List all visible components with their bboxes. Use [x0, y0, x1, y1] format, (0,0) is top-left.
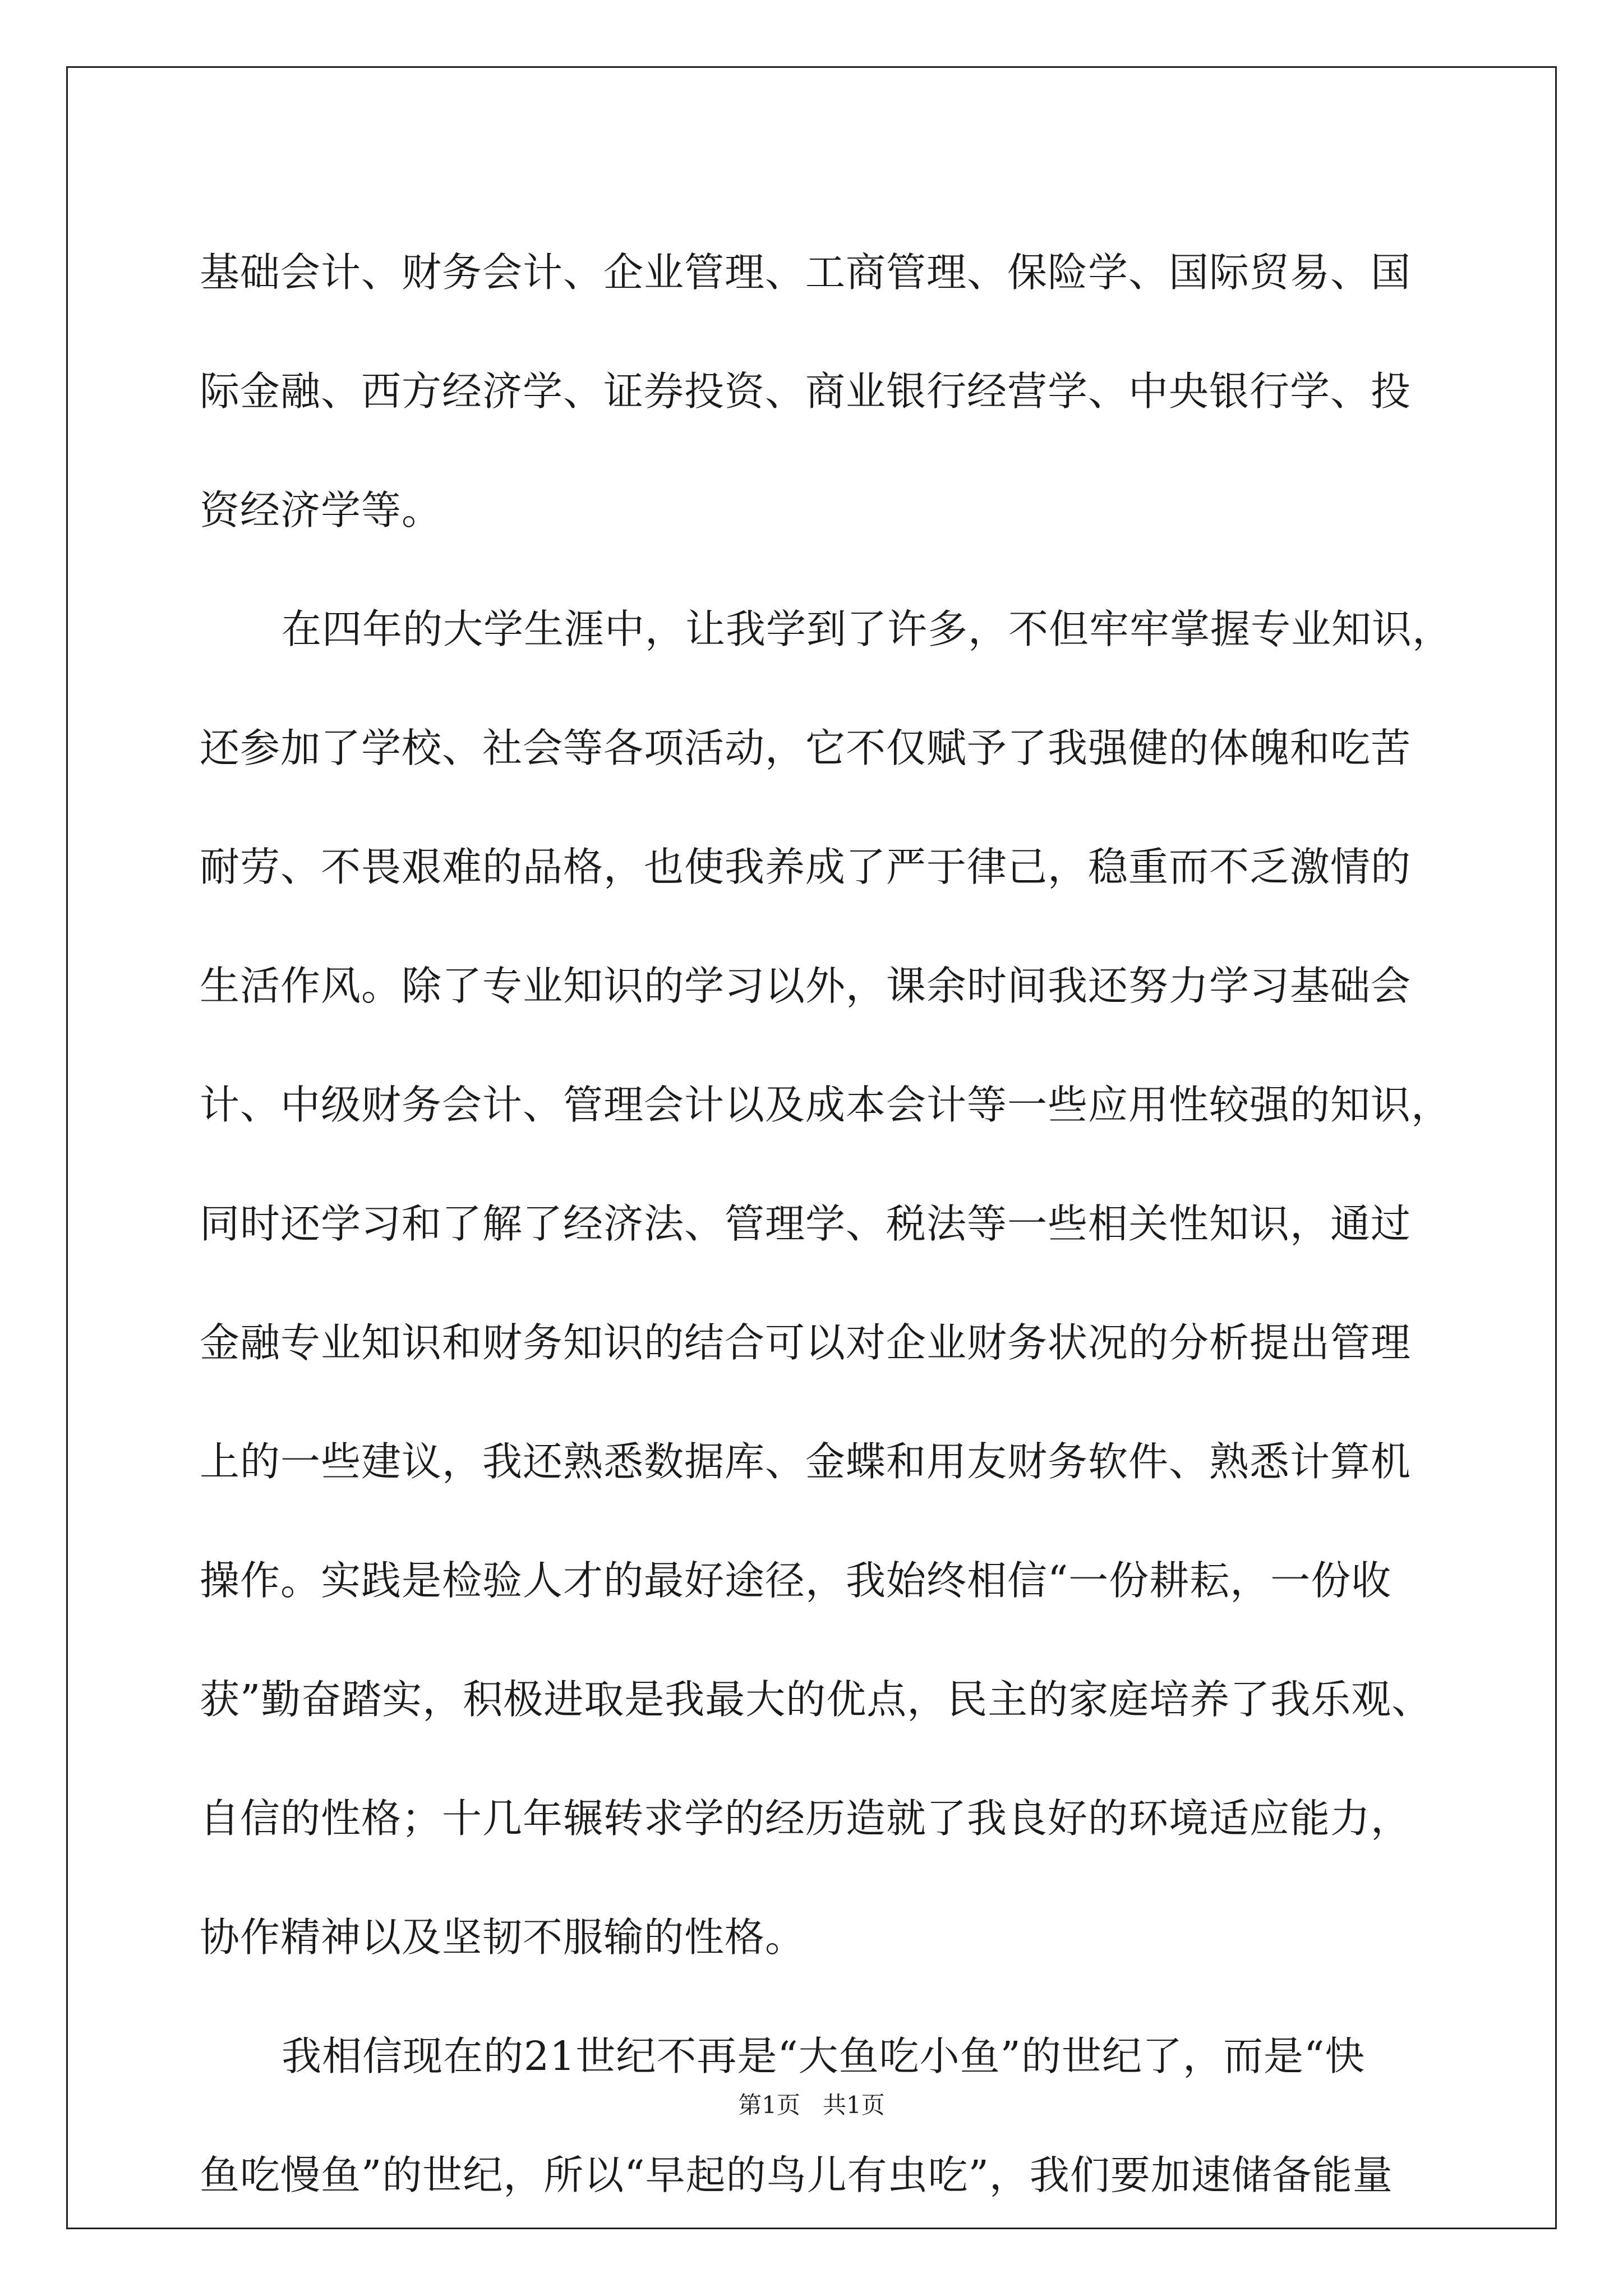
- text-line: 金融专业知识和财务知识的结合可以对企业财务状况的分析提出管理: [200, 1319, 1412, 1366]
- text-line: 同时还学习和了解了经济法、管理学、税法等一些相关性知识，通过: [200, 1200, 1412, 1247]
- text-line: 还参加了学校、社会等各项活动，它不仅赋予了我强健的体魄和吃苦: [200, 725, 1412, 771]
- text-line: 操作。实践是检验人才的最好途径，我始终相信“一份耕耘，一份收: [200, 1557, 1392, 1604]
- page-number-label: 第1页: [738, 2091, 800, 2119]
- text-line: 生活作风。除了专业知识的学习以外，课余时间我还努力学习基础会: [200, 963, 1412, 1009]
- page-total-label: 共1页: [823, 2091, 885, 2119]
- page-footer: [0, 2087, 1623, 2120]
- text-line: 鱼吃慢鱼”的世纪，所以“早起的鸟儿有虫吃”，我们要加速储备能量: [200, 2152, 1393, 2198]
- text-line: 计、中级财务会计、管理会计以及成本会计等一些应用性较强的知识，: [200, 1082, 1452, 1128]
- paragraph-2: [200, 570, 1453, 1997]
- paragraph-1: [200, 213, 1431, 570]
- text-line: 在四年的大学生涯中，让我学到了许多，不但牢牢掌握专业知识，: [282, 606, 1453, 652]
- text-line: 资经济学等。: [200, 487, 442, 533]
- text-line: 上的一些建议，我还熟悉数据库、金蝶和用友财务软件、熟悉计算机: [200, 1438, 1412, 1485]
- text-line: 获”勤奋踏实，积极进取是我最大的优点，民主的家庭培养了我乐观、: [200, 1676, 1432, 1723]
- document-body: [200, 213, 1453, 2235]
- text-line: 耐劳、不畏艰难的品格，也使我养成了严于律己，稳重而不乏激情的: [200, 844, 1412, 890]
- text-line: 际金融、西方经济学、证券投资、商业银行经营学、中央银行学、投: [200, 368, 1412, 415]
- text-line: 协作精神以及坚韧不服输的性格。: [200, 1914, 806, 1961]
- text-line: 基础会计、财务会计、企业管理、工商管理、保险学、国际贸易、国: [200, 249, 1412, 296]
- text-line: 自信的性格；十几年辗转求学的经历造就了我良好的环境适应能力，: [200, 1795, 1412, 1842]
- text-line: 我相信现在的21世纪不再是“大鱼吃小鱼”的世纪了，而是“快: [282, 2033, 1366, 2079]
